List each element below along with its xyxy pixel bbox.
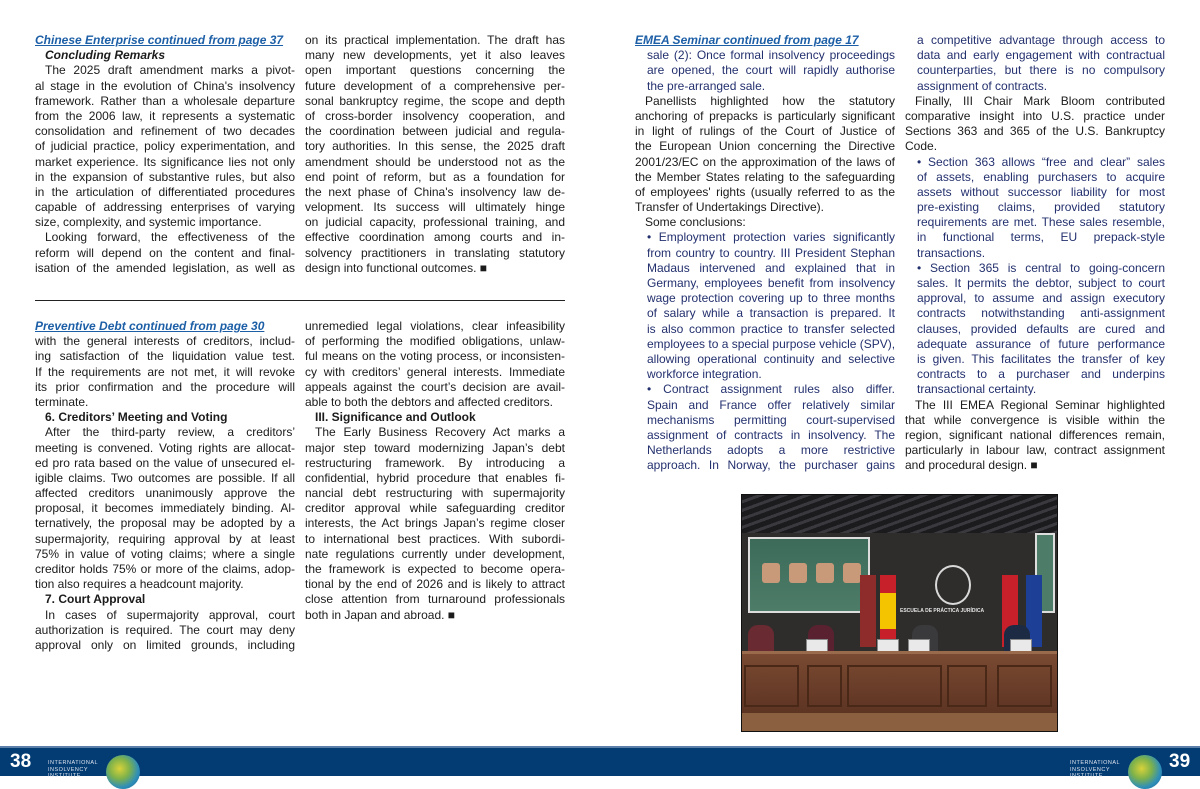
- globe-icon: [106, 755, 140, 789]
- logo-line: INSTITUTE: [48, 773, 81, 780]
- text-line: Panellists highlighted how the statutory: [645, 93, 895, 108]
- text-line: solvency practitioners in translating statutory: [305, 245, 565, 260]
- text-line: tion also requires a headcount majority.: [35, 577, 244, 592]
- article-column: [35, 33, 295, 276]
- text-line: isation of the amended legislation, as well as: [35, 260, 295, 275]
- text-line: pre-existing claims, provided statutory: [917, 200, 1165, 215]
- text-line: end point of reform, but as a foundation for: [305, 169, 565, 184]
- article-column: [635, 33, 895, 473]
- text-line: is also common practice to transfer selected: [647, 321, 895, 336]
- text-line: transactional certainty.: [917, 382, 1037, 397]
- speaker-portrait: [762, 563, 780, 583]
- iii-logo-left: [48, 751, 140, 789]
- text-line: of assets, enabling purchasers to acquire: [917, 169, 1165, 184]
- paragraph: [635, 215, 895, 230]
- text-line: III. Significance and Outlook: [315, 410, 476, 425]
- text-line: In cases of supermajority approval, court: [45, 607, 295, 622]
- text-line: cy with creditors’ general interests. Immediate: [305, 364, 565, 379]
- text-line: Finally, III Chair Mark Bloom contributed: [915, 93, 1165, 108]
- text-line: wage protection covering up to three months: [647, 291, 895, 306]
- text-line: meeting is convened. Voting rights are allocat-: [35, 440, 295, 455]
- text-line: velopment. Its success will ultimately hinge: [305, 200, 565, 215]
- table-panel: [847, 665, 942, 707]
- speaker-portrait: [789, 563, 807, 583]
- photo-crest: [935, 565, 971, 605]
- text-line: Chinese Enterprise continued from page 37: [35, 33, 284, 47]
- text-line: that while convergence is visible within the: [905, 412, 1165, 427]
- speaker-portrait: [816, 563, 834, 583]
- page-number-right: 39: [1169, 751, 1191, 772]
- table-panel: [807, 665, 842, 707]
- section-heading: [35, 410, 295, 425]
- text-line: close attention from turnaround professionals: [305, 592, 565, 607]
- photo-projection-screen: [748, 537, 870, 613]
- text-line: adequate assurance of future performance: [917, 336, 1165, 351]
- text-line: counterparties, but there is no compulsory: [917, 63, 1165, 78]
- continued-from-link[interactable]: [35, 319, 295, 334]
- text-line: sales. It permits the debtor, subject to court: [917, 276, 1165, 290]
- text-line: the framework is expected to become opera-: [305, 562, 565, 576]
- paragraph: [35, 63, 295, 230]
- section-heading: [35, 592, 295, 607]
- text-line: al stage in the evolution of China's insolvency: [35, 78, 295, 93]
- text-line: • Section 365 is central to going-concern: [917, 260, 1165, 275]
- text-line: amendment should be understood not as the: [305, 154, 565, 169]
- text-line: and procedural design. ■: [905, 458, 1038, 473]
- paragraph: [305, 425, 565, 622]
- text-line: anchoring of prepacks is particularly significant: [635, 108, 895, 123]
- text-line: employees to a special purpose vehicle (SPV),: [647, 336, 896, 351]
- table-panel: [947, 665, 987, 707]
- paragraph: [635, 382, 895, 473]
- text-line: Some conclusions:: [645, 215, 746, 230]
- text-line: Spain and France offer relatively similar: [647, 397, 895, 412]
- text-line: clauses, provided defaults are cured and: [917, 321, 1165, 336]
- text-line: Sections 363 and 365 of the U.S. Bankruptcy: [905, 124, 1165, 139]
- text-line: 75% in value of voting claims; where a single: [35, 546, 295, 561]
- text-line: nancial debt restructuring with supermajority: [305, 486, 565, 501]
- text-line: the European Union concerning the Directive: [635, 139, 895, 154]
- article-column: [305, 319, 565, 623]
- text-line: of performing the modified obligations, unlaw-: [305, 334, 565, 349]
- text-line: ful means on the voting process, or inconsisten-: [305, 349, 565, 364]
- text-line: confidential, hybrid procedure that enables fi-: [305, 470, 565, 485]
- text-line: 7. Court Approval: [45, 592, 146, 607]
- text-line: many new developments, yet it also leaves: [305, 48, 565, 63]
- text-line: of salary while a transaction is prepared. It: [647, 306, 895, 321]
- text-line: the Member States relating to the safeguarding: [635, 169, 895, 184]
- paragraph: [35, 334, 295, 410]
- section-heading: [35, 48, 295, 63]
- text-line: 6. Creditors’ Meeting and Voting: [45, 410, 228, 425]
- text-line: authorization is required. The court may deny: [35, 622, 295, 637]
- text-line: appeals against the court’s decision are avail-: [305, 379, 565, 394]
- text-line: of employees' rights (usually referred to as the: [635, 184, 895, 199]
- text-line: Madaus intervened and explained that in: [647, 260, 895, 275]
- text-line: unremedied legal violations, clear infeasibility: [305, 319, 565, 333]
- text-line: approval, to assume and assign executory: [917, 291, 1165, 306]
- text-line: Transfer of Undertakings Directive).: [635, 200, 824, 215]
- text-line: of judicial practice, policy experimentation, and: [35, 139, 295, 154]
- text-line: assignment of contracts.: [917, 78, 1048, 93]
- text-line: from the 2006 law, it represents a systematic: [35, 108, 295, 123]
- text-line: contracts to a purchaser and underpins: [917, 367, 1165, 382]
- text-line: its prior confirmation and the procedure will: [35, 379, 295, 394]
- text-line: the pre-arranged sale.: [647, 78, 766, 93]
- text-line: framework. Rather than a wholesale departure: [35, 93, 295, 108]
- text-line: EMEA Seminar continued from page 17: [635, 33, 859, 47]
- text-line: • Employment protection varies significantly: [647, 230, 895, 245]
- text-line: affected creditors unanimously approve the: [35, 486, 295, 501]
- text-line: supermajority, requiring approval by at least: [35, 531, 295, 546]
- text-line: Concluding Remarks: [45, 48, 166, 63]
- speaker-portrait: [843, 563, 861, 583]
- text-line: Code.: [905, 139, 938, 154]
- text-line: are opened, the court will rapidly authorise: [647, 63, 895, 78]
- text-line: is given. This facilitates the transfer of key: [917, 351, 1165, 366]
- text-line: in the expansion of substantive rules, but also: [35, 169, 295, 184]
- text-line: on judicial capacity, professional training, and: [305, 215, 565, 230]
- text-line: to international best practices. With subordi-: [305, 531, 565, 546]
- photo-ceiling: [742, 495, 1057, 535]
- text-line: The 2025 draft amendment marks a pivot-: [45, 63, 295, 78]
- text-line: future development of a comprehensive per-: [305, 78, 565, 93]
- text-line: capable of addressing enterprises of varying: [35, 200, 295, 215]
- flag-university: [860, 575, 876, 647]
- table-panel: [744, 665, 799, 707]
- text-line: restructuring framework. By introducing a: [305, 455, 565, 470]
- text-line: creditor approval while safeguarding creditor: [305, 501, 565, 516]
- paragraph: [35, 425, 295, 592]
- logo-line: INSOLVENCY: [1070, 766, 1111, 773]
- table-panel: [997, 665, 1052, 707]
- text-line: ternatively, the proposal may be adopted by a: [35, 516, 295, 531]
- text-line: nate regulations currently under development,: [305, 546, 565, 561]
- text-line: market experience. Its significance lies not only: [35, 154, 295, 169]
- text-line: ing satisfaction of the liquidation value test.: [35, 349, 295, 364]
- text-line: major step toward modernizing Japan’s debt: [305, 440, 565, 455]
- paragraph: [635, 48, 895, 94]
- paragraph: [635, 94, 895, 216]
- text-line: in functional terms, EU prepack-style: [917, 230, 1165, 245]
- text-line: proposal, it becomes immediately binding. Al-: [35, 501, 295, 516]
- text-line: approach. In Norway, the purchaser gains: [647, 458, 895, 473]
- text-line: 2001/23/EC on the approximation of the laws of: [635, 154, 895, 169]
- text-line: Looking forward, the effectiveness of the: [45, 230, 295, 245]
- globe-icon: [1128, 755, 1162, 789]
- text-line: effective coordination among courts and in-: [305, 230, 565, 245]
- paragraph: [905, 261, 1165, 398]
- paragraph: [305, 33, 565, 276]
- text-line: The Early Business Recovery Act marks a: [315, 425, 565, 440]
- text-line: approval only on limited grounds, including: [35, 637, 295, 652]
- text-line: region, significant national differences remain,: [905, 427, 1165, 442]
- text-line: the next phase of China's insolvency law de-: [305, 184, 565, 199]
- text-line: on its practical implementation. The draft has: [305, 33, 565, 47]
- text-line: terminate.: [35, 394, 89, 409]
- text-line: allowing operational continuity and selective: [647, 351, 895, 366]
- logo-text: [1070, 760, 1122, 780]
- paragraph: [905, 155, 1165, 261]
- text-line: comparative insight into U.S. practice under: [905, 108, 1165, 123]
- text-line: with the general interests of creditors, includ-: [35, 334, 295, 349]
- text-line: assignment of contracts in insolvency. The: [647, 427, 895, 442]
- text-line: data and early engagement with contractual: [917, 48, 1165, 63]
- paragraph: [905, 398, 1165, 474]
- photo-wall-sign: ESCUELA DE PRÁCTICA JURÍDICA: [900, 608, 985, 614]
- text-line: Netherlands adopts a more restrictive: [647, 443, 895, 458]
- text-line: tional by the end of 2026 and is likely to attract: [305, 577, 565, 592]
- text-line: creditor holds 75% or more of the claims, adop-: [35, 562, 295, 576]
- logo-line: INSOLVENCY: [48, 766, 89, 773]
- paragraph: [905, 33, 1165, 94]
- text-line: igible claims. Two outcomes are possible. If all: [35, 470, 295, 485]
- text-line: sale (2): Once formal insolvency proceedings: [647, 48, 895, 63]
- text-line: in the articulation of differentiated procedures: [35, 184, 295, 199]
- paragraph: [35, 230, 295, 276]
- paragraph: [35, 608, 295, 654]
- seminar-photo: [741, 494, 1058, 732]
- text-line: Preventive Debt continued from page 30: [35, 319, 265, 333]
- text-line: particularly in labour law, contract assignment: [905, 443, 1165, 458]
- text-line: size, complexity, and systemic importance.: [35, 215, 262, 230]
- article-column: [905, 33, 1165, 473]
- paragraph: [635, 230, 895, 382]
- text-line: from country to country. III President Stephan: [647, 245, 895, 260]
- text-line: interests, the Act brings Japan’s regime closer: [305, 516, 565, 531]
- text-line: sonal bankruptcy regime, the scope and depth: [305, 93, 565, 108]
- text-line: The III EMEA Regional Seminar highlighted: [915, 397, 1165, 412]
- text-line: reform will depend on the content and final-: [35, 245, 295, 260]
- text-line: Germany, employees benefit from insolvency: [647, 276, 895, 290]
- continued-from-link[interactable]: [635, 33, 895, 48]
- text-line: workforce integration.: [647, 367, 762, 382]
- text-line: mechanisms permitting court-supervised: [647, 412, 895, 427]
- text-line: If the requirements are not met, it will revoke: [35, 364, 295, 379]
- text-line: of cross-border insolvency cooperation, and: [305, 108, 565, 123]
- text-line: open important questions concerning the: [305, 63, 565, 78]
- text-line: in light of rulings of the Court of Justice of: [635, 124, 895, 139]
- text-line: transactions.: [917, 245, 986, 260]
- article-column: [35, 319, 295, 653]
- logo-text: [48, 760, 100, 780]
- article-column: [305, 33, 565, 276]
- text-line: a competitive advantage through access to: [917, 33, 1165, 47]
- section-heading: [305, 410, 565, 425]
- flag-spain: [880, 575, 896, 647]
- footer-bar: [0, 746, 1200, 780]
- logo-line: INSTITUTE: [1070, 773, 1103, 780]
- text-line: After the third-party review, a creditors’: [45, 425, 295, 440]
- photo-floor: [742, 713, 1057, 732]
- text-line: able to both the debtors and affected creditors.: [305, 394, 553, 409]
- paragraph: [305, 319, 565, 410]
- text-line: • Contract assignment rules also differ.: [647, 382, 895, 397]
- logo-line: INTERNATIONAL: [1070, 760, 1121, 767]
- text-line: design into functional outcomes. ■: [305, 260, 488, 275]
- text-line: consolidation and refinement of two decades: [35, 124, 295, 139]
- section-divider: [35, 300, 565, 301]
- text-line: • Section 363 allows “free and clear” sales: [917, 154, 1165, 169]
- text-line: assets without successor liability for most: [917, 184, 1165, 199]
- paragraph: [905, 94, 1165, 155]
- page-number-left: 38: [10, 751, 32, 772]
- text-line: contracts notwithstanding anti-assignment: [917, 306, 1165, 321]
- text-line: both in Japan and abroad. ■: [305, 607, 456, 622]
- iii-logo-right: [1070, 751, 1162, 789]
- text-line: the coordination between judicial and regula-: [305, 124, 565, 139]
- logo-line: INTERNATIONAL: [48, 760, 99, 767]
- text-line: tory authorities. In this sense, the 2025 draft: [305, 139, 565, 154]
- text-line: ed pro rata based on the value of unsecured el-: [35, 455, 295, 470]
- text-line: requirements are met. These sales resemble,: [917, 215, 1165, 230]
- continued-from-link[interactable]: [35, 33, 295, 48]
